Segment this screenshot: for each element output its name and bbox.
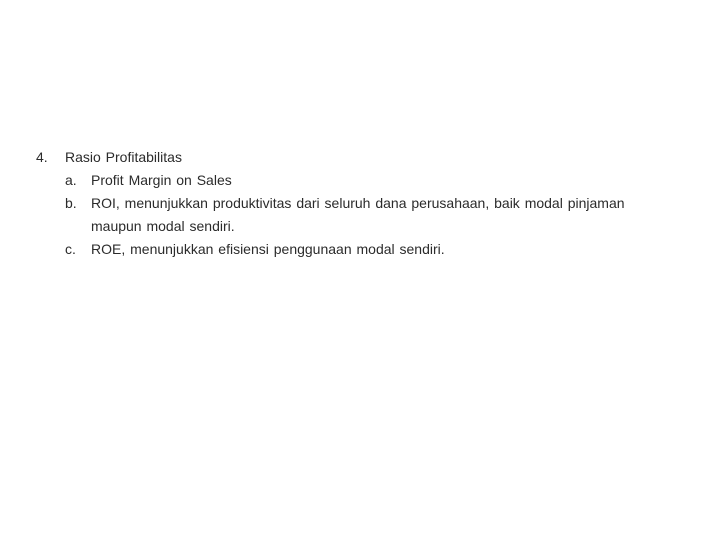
sub-item-a bbox=[36, 169, 676, 192]
sub-item-letter: b. bbox=[65, 195, 77, 211]
sub-item-c bbox=[36, 238, 676, 261]
sub-item-text: ROE, menunjukkan efisiensi penggunaan modal sendiri. bbox=[91, 241, 445, 257]
list-heading-text: Rasio Profitabilitas bbox=[65, 149, 182, 165]
sub-item-letter: a. bbox=[65, 172, 77, 188]
sub-item-b-continuation bbox=[36, 215, 676, 238]
sub-item-text-continued: maupun modal sendiri. bbox=[91, 218, 235, 234]
sub-item-letter: c. bbox=[65, 241, 76, 257]
list-number: 4. bbox=[36, 149, 48, 165]
numbered-list bbox=[36, 146, 676, 261]
sub-item-text: Profit Margin on Sales bbox=[91, 172, 232, 188]
list-item-heading bbox=[36, 146, 676, 169]
sub-item-text: ROI, menunjukkan produktivitas dari seluruh dana perusahaan, baik modal pinjaman bbox=[91, 195, 625, 211]
sub-item-b bbox=[36, 192, 676, 215]
